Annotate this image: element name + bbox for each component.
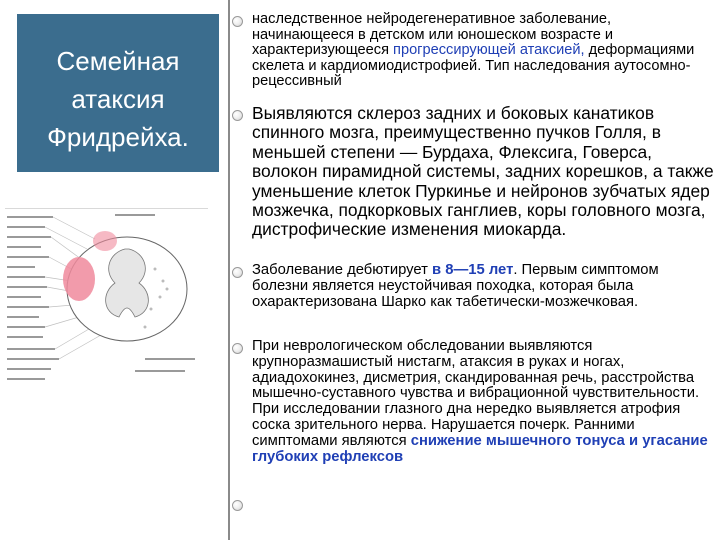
bullet-1-text-pre: наследственное нейродегенеративное заболевание, начинающееся в детском или юношеском возрасте и характеризующееся	[252, 11, 614, 59]
title-line-3: Фридрейха.	[47, 122, 189, 152]
title-line-1: Семейная	[56, 46, 180, 76]
bullet-text-1	[252, 12, 714, 90]
spinal-cord-diagram	[5, 208, 208, 391]
bullet-text-2: Выявляются склероз задних и боковых канатиков спинного мозга, преимущественно пучков Голля, в меньшей степени — Бурдаха, Флексига, Говерса, волокон пирамидной системы, задних корешков, а также уменьшение клеток Пуркинье и нейронов зубчатых ядер мозжечка, подкорковых ганглиев, коры головного мозга, дистрофические изменения миокарда.	[252, 103, 714, 240]
bullet-4-text-pre: При неврологическом обследовании выявляются крупноразмашистый нистагм, атаксия в руках и ногах, адиадохокинез, дисметрия, скандированная речь, расстройства мышечно-суставного чувства и вибрационной чувствительности. При исследовании глазного дна нередко выявляется атрофия соска зрительного нерва. Нарушается почерк. Ранними симптомами являются	[252, 338, 700, 449]
bullet-circle-icon	[232, 343, 243, 354]
spinal-cord-cross-section	[5, 209, 208, 391]
bullet-text-4	[252, 339, 714, 465]
lesion-lateral-left	[63, 257, 95, 301]
left-label-strokes	[7, 217, 59, 379]
bullet-3-text-post: . Первым симптомом болезни является неустойчивая походка, которая была охарактеризована Шарко как табетически-мозжечковая.	[252, 262, 659, 310]
bullet-1-text-post: деформациями скелета и кардиомиодистрофией. Тип наследования аутосомно-рецессивный	[252, 42, 695, 90]
bullet-1-highlight: прогрессирующей атаксией,	[393, 42, 585, 59]
bullet-3-text-pre: Заболевание дебютирует	[252, 262, 433, 278]
slide-title	[17, 42, 219, 156]
bullet-circle-icon	[232, 267, 243, 278]
bullet-circle-icon	[232, 110, 243, 121]
bullet-circle-icon	[232, 500, 243, 511]
title-line-2: атаксия	[71, 84, 165, 114]
bullet-3-highlight: в 8—15 лет	[432, 262, 514, 278]
vertical-divider	[228, 0, 230, 540]
bullet-4-highlight: снижение мышечного тонуса и угасание глубоких рефлексов	[252, 432, 708, 465]
lesion-posterior	[93, 231, 117, 251]
bullet-circle-icon	[232, 16, 243, 27]
bullet-text-3	[252, 263, 714, 310]
title-panel	[17, 14, 219, 172]
